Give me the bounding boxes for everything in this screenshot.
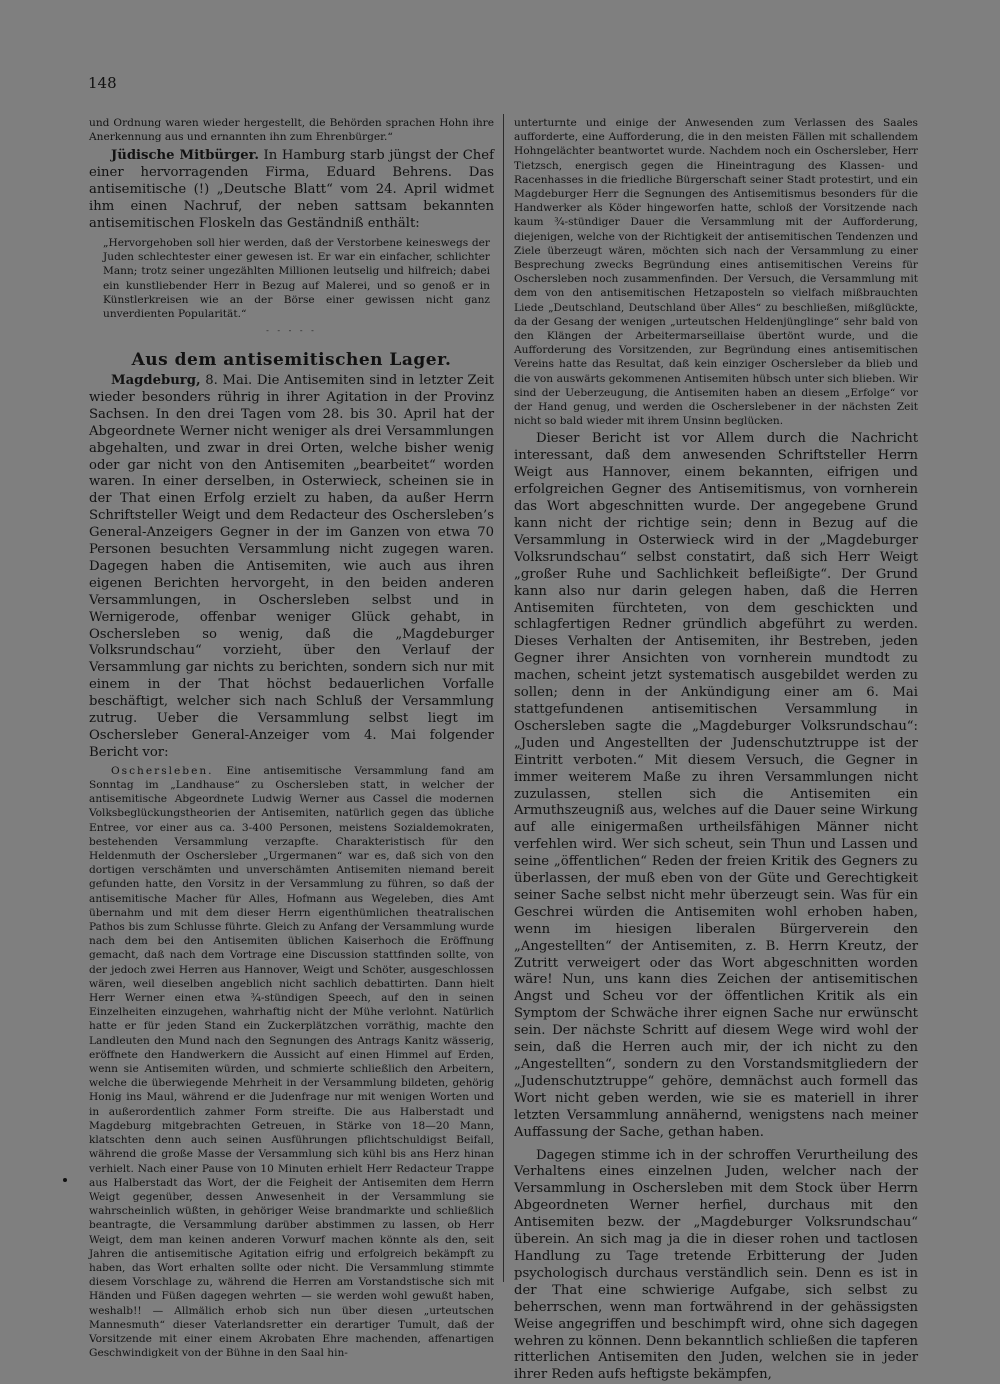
intro-paragraph: und Ordnung waren wieder hergestellt, die Behörden sprachen Hohn ihre Anerkennung aus und ernannten ihn zum Ehrenbürger.“ <box>89 117 494 144</box>
article-paragraph <box>89 373 494 762</box>
report-paragraph <box>89 764 494 1361</box>
report-continuation: unterturnte und einige der Anwesenden zum Verlassen des Saales aufforderte, eine Aufforderung, die in den meisten Fällen mit schallendem Hohngelächter beantwortet wurde. Nachdem noch ein Oschersleber, Herr Tietzsch, energisch gegen die Hineintragung des Klassen- und Racenhasses in die friedliche Bürgerschaft seiner Stadt protestirt, und ein Magdeburger Herr die Segnungen des Antisemitismus besonders für die Handwerker als Köder hingeworfen hatte, schloß der Vorsitzende nach kaum ¾-stündiger Dauer die Versammlung mit der Aufforderung, diejenigen, welche von der Richtigkeit der antisemitischen Tendenzen und Ziele überzeugt wären, möchten sich nach der Versammlung zu einer Besprechung zwecks Begründung eines antisemitischen Vereins für Oschersleben noch zusammenfinden. Der Versuch, die Versammlung mit dem von den antisemitischen Hetzaposteln so vielfach mißbrauchten Liede „Deutschland, Deutschland über Alles“ zu beschließen, mißglückte, da der Gesang der wenigen „urteutschen Heldenjünglinge“ sehr bald von den Klängen der Arbeitermarseillaise übertönt wurde, und die Aufforderung des Vorsitzenden, zur Begründung eines antisemitischen Vereins hatte das Resultat, daß kein einziger Oschersleber da blieb und die von auswärts gekommenen Antisemiten hübsch unter sich blieben. Wir sind der Ueberzeugung, die Antisemiten haben an diesem „Erfolge“ vor der Hand genug, und werden die Oscherslebener in der nächsten Zeit nicht so bald wieder mit ihrem Unsinn beglücken. <box>514 117 918 428</box>
column-divider <box>503 114 504 1282</box>
item-body: In Hamburg starb jüngst der Chef einer hervorragenden Firma, Eduard Behrens. Das antisemitische (!) „Deutsche Blatt“ vom 24. April widmet ihm einen Nachruf, der neben sattsam bekannten antisemitischen Floskeln das Geständniß enthält: <box>89 148 494 232</box>
section-heading: Aus dem antisemitischen Lager. <box>131 350 452 371</box>
block-quote: „Hervorgehoben soll hier werden, daß der Verstorbene keineswegs der Juden schlechtester einer gewesen ist. Er war ein einfacher, schlichter Mann; trotz seiner ungezählten Millionen leutselig und hilfreich; dabei ein kunstliebender Herr in Bezug auf Malerei, und so genoß er in Künstlerkreisen wie an der Börse einer gewissen nicht ganz unverdienten Popularität.“ <box>103 236 490 320</box>
separator: - - - - - <box>266 326 317 336</box>
report-place: Oschersleben. <box>111 764 214 777</box>
page-number: 148 <box>88 74 117 92</box>
margin-mark <box>63 1178 67 1182</box>
item-title: Jüdische Mitbürger. <box>111 148 259 164</box>
commentary-paragraph-1: Dieser Bericht ist vor Allem durch die Nachricht interessant, daß dem anwesenden Schriftsteller Herrn Weigt aus Hannover, einem bekannten, eifrigen und erfolgreichen Gegner des Antisemitismus, von vornherein das Wort abgeschnitten wurde. Der angegebene Grund kann nicht der richtige sein; denn in Bezug auf die Versammlung in Osterwieck wird in der „Magdeburger Volksrundschau“ selbst constatirt, daß sich Herr Weigt „großer Ruhe und Sachlichkeit befleißigte“. Der Grund kann also nur darin gelegen haben, daß die Herren Antisemiten fürchteten, von dem geschickten und schlagfertigen Redner gründlich abgeführt zu werden. Dieses Verhalten der Antisemiten, ihr Bestreben, jeden Gegner ihrer Ansichten von vornherein mundtodt zu machen, scheint jetzt systematisch ausgebildet werden zu sollen; denn in der Ankündigung einer am 6. Mai stattgefundenen antisemitischen Versammlung in Oschersleben sagte die „Magdeburger Volksrundschau“: „Juden und Angestellten der Judenschutztruppe ist der Eintritt verboten.“ Mit diesem Versuch, die Gegner in immer weiterem Maße zu ihren Versammlungen nicht zuzulassen, stellen sich die Antisemiten ein Armuthszeugniß aus, welches auf die Dauer seine Wirkung auf alle einigermaßen urtheilsfähigen Männer nicht verfehlen wird. Wer sich scheut, sein Thun und Lassen und seine „öffentlichen“ Reden der freien Kritik des Gegners zu überlassen, der muß eben von der Güte und Gerechtigkeit seiner Sache selbst nicht mehr überzeugt sein. Was für ein Geschrei würden die Antisemiten wohl erhoben haben, wenn im hiesigen liberalen Bürgerverein den „Angestellten“ der Antisemiten, z. B. Herrn Kreutz, der Zutritt verweigert oder das Wort abgeschnitten worden wäre! Nun, uns kann dies Zeichen der antisemitischen Angst und Scheu vor der öffentlichen Kritik als ein Symptom der Schwäche ihrer eignen Sache nur erwünscht sein. Der nächste Schritt auf diesem Wege wird wohl der sein, daß die Herren auch mir, der ich nicht zu den „Angestellten“, sondern zu den Vorstandsmitgliedern der „Judenschutztruppe“ gehöre, demnächst auch formell das Wort nicht geben werden, wie sie es materiell in ihrer letzten Versammlung annähernd, wenigstens nach meiner Auffassung der Sache, gethan haben. <box>514 431 918 1140</box>
item-juedische-mitbuerger <box>89 148 494 233</box>
right-column <box>514 116 918 1384</box>
report-body: Eine antisemitische Versammlung fand am Sonntag im „Landhause“ zu Oschersleben statt, in welcher der antisemitische Abgeordnete Ludwig Werner aus Cassel die modernen Volksbeglückungstheorien der Antisemiten, natürlich gegen das übliche Entree, vor einer aus ca. 3-400 Personen, meistens Sozialdemokraten, bestehenden Versammlung verzapfte. Charakteristisch für den Heldenmuth der Oschersleber „Urgermanen“ war es, daß sich von den dortigen verschämten und unverschämten Antisemiten niemand bereit gefunden hatte, den Vorsitz in der Versammlung zu führen, so daß der antisemitische Macher für Alles, Hofmann aus Wegeleben, dies Amt übernahm und mit dem dieser Herrn eigenthümlichen theatralischen Pathos bis zum Schlusse führte. Gleich zu Anfang der Versammlung wurde nach dem bei den Antisemiten üblichen Kaiserhoch die Eröffnung gemacht, daß nach dem Vortrage eine Discussion stattfinden sollte, von der jedoch zwei Herren aus Hannover, Weigt und Schöter, ausgeschlossen wären, weil dieselben angeblich nicht sachlich debattirten. Dann hielt Herr Werner einen etwa ¾-stündigen Speech, auf den in seinen Einzelheiten einzugehen, wahrhaftig nicht der Mühe verlohnt. Natürlich hatte er für jeden Stand ein Zuckerplätzchen vorräthig, machte den Landleuten den Mund nach den Segnungen des Antrags Kanitz wässerig, eröffnete den Handwerkern die Aussicht auf einen Himmel auf Erden, wenn sie Antisemiten würden, und schmierte schließlich den Arbeitern, welche die überwiegende Mehrheit in der Versammlung bildeten, gehörig Honig ins Maul, während er die Judenfrage nur mit wenigen Worten und in außerordentlich zahmer Form streifte. Die aus Halberstadt und Magdeburg mitgebrachten Getreuen, in Stärke von 18—20 Mann, klatschten denn auch seinen Ausführungen pflichtschuldigst Beifall, während die große Masse der Versammlung sich kühl bis ans Herz hinan verhielt. Nach einer Pause von 10 Minuten erhielt Herr Redacteur Trappe aus Halberstadt das Wort, der die Feigheit der Antisemiten dem Herrn Weigt gegenüber, dessen Anwesenheit in der Versammlung sie wahrscheinlich wüßten, in gehöriger Weise brandmarkte und schließlich beantragte, die Versammlung darüber abstimmen zu lassen, ob Herr Weigt, dem man keinen anderen Vorwurf machen könnte als den, seit Jahren die antisemitische Agitation eifrig und erfolgreich bekämpft zu haben, das Wort erhalten sollte oder nicht. Die Versammlung stimmte diesem Vorschlage zu, während die Herren am Vorstandstische sich mit Händen und Füßen dagegen wehrten — sie werden wohl gewußt haben, weshalb!! — Allmälich erhob sich nun über diesen „urteutschen Mannesmuth“ dieser Vaterlandsretter ein derartiger Tumult, daß der Vorsitzende mit einer einem Akrobaten Ehre machenden, affenartigen Geschwindigkeit von der Bühne in den Saal hin- <box>89 764 494 1360</box>
commentary-paragraph-2: Dagegen stimme ich in der schroffen Verurtheilung des Verhaltens eines einzelnen Juden, welcher nach der Versammlung in Oschersleben mit dem Stock über Herrn Abgeordneten Werner herfiel, durchaus mit den Antisemiten bezw. der „Magdeburger Volksrundschau“ überein. An sich mag ja die in dieser rohen und tactlosen Handlung zu Tage tretende Erbitterung der Juden psychologisch durchaus verständlich sein. Denn es ist in der That eine schwierige Aufgabe, sich selbst zu beherrschen, wenn man fortwährend in der gehässigsten Weise angegriffen und beschimpft wird, ohne sich dagegen wehren zu können. Denn bekanntlich schließen die tapferen ritterlichen Antisemiten den Juden, welchen sie in jeder ihrer Reden aufs heftigste bekämpfen, <box>514 1147 918 1383</box>
article-place: Magdeburg, <box>111 372 201 388</box>
left-column <box>89 116 494 1360</box>
article-body: 8. Mai. Die Antisemiten sind in letzter Zeit wieder besonders rührig in ihrer Agitation in der Provinz Sachsen. In den drei Tagen vom 28. bis 30. April hat der Abgeordnete Werner nicht weniger als drei Versammlungen abgehalten, und zwar in drei Orten, welche bisher wenig oder gar nicht von den Antisemiten „bearbeitet“ worden waren. In einer derselben, in Osterwieck, scheinen sie in der That einen Erfolg erzielt zu haben, da außer Herrn Schriftsteller Weigt und dem Redacteur des Oschersleben’s General-Anzeigers Gegner in der im Ganzen von etwa 70 Personen besuchten Versammlung nicht zugegen waren. Dagegen haben die Antisemiten, wie auch aus ihren eigenen Berichten hervorgeht, in den beiden anderen Versammlungen, in Oschersleben selbst und in Wernigerode, offenbar weniger Glück gehabt, in Oschersleben so wenig, daß die „Magdeburger Volksrundschau“ vorzieht, über den Verlauf der Versammlung gar nichts zu berichten, sondern sich nur mit einem in der That höchst bedauerlichen Vorfalle beschäftigt, welcher sich nach Schluß der Versammlung zutrug. Ueber die Versammlung selbst liegt im Oschersleber General-Anzeiger vom 4. Mai folgender Bericht vor: <box>89 372 495 760</box>
